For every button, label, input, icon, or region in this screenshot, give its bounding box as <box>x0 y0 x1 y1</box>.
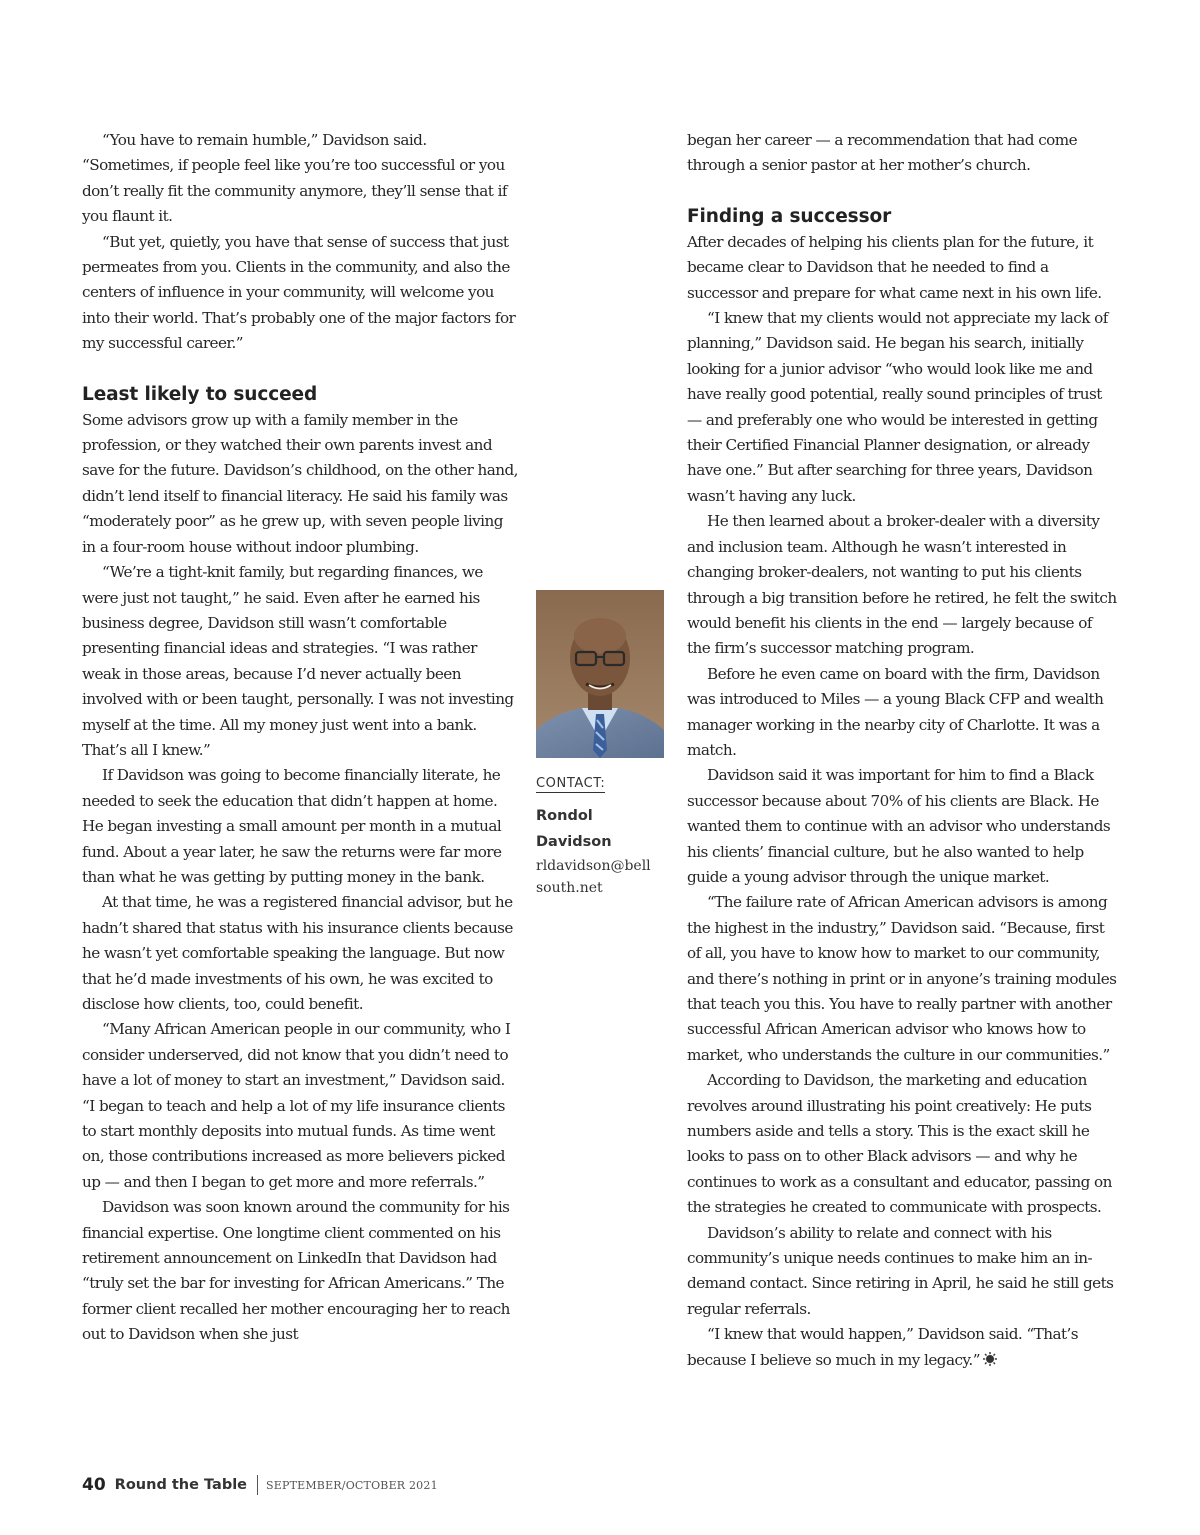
paragraph: At that time, he was a registered financial advisor, but he hadn’t shared that status with his insurance clients because he wasn’t yet comfortable speaking the language. But now that he’d made investments of his own, he was excited to disclose how clients, too, could benefit. <box>82 893 513 1013</box>
section-heading-least-likely: Least likely to succeed <box>82 383 318 405</box>
paragraph: “I knew that my clients would not appreciate my lack of planning,” Davidson said. He began his search, initially looking for a junior advisor “who would look like me and have really good potential, really sound principles of trust — and preferably one who would be interested in getting their Certified Financial Planner designation, or already have one.” But after searching for three years, Davidson wasn’t having any luck. <box>687 309 1108 505</box>
contact-name: Rondol Davidson <box>536 808 612 850</box>
article-right-column <box>687 128 1119 1373</box>
paragraph: began her career — a recommendation that had come through a senior pastor at her mother’s church. <box>687 131 1078 175</box>
paragraph: According to Davidson, the marketing and education revolves around illustrating his point creatively: He puts numbers aside and tells a story. This is the exact skill he looks to pass on to other Black advisors — and why he continues to work as a consultant and educator, passing on the strategies he created to communicate with prospects. <box>687 1071 1112 1217</box>
paragraph: “You have to remain humble,” Davidson said. “Sometimes, if people feel like you’re too successful or you don’t really fit the community anymore, they’ll sense that if you flaunt it. <box>82 131 507 226</box>
paragraph: “Many African American people in our community, who I consider underserved, did not know that you didn’t need to have a lot of money to start an investment,” Davidson said. “I began to teach and help a lot of my life insurance clients to start monthly deposits into mutual funds. As time went on, those contributions increased as more believers picked up — and then I began to get more and more referrals.” <box>82 1020 511 1191</box>
footer-divider <box>257 1475 258 1495</box>
issue-date: SEPTEMBER/OCTOBER 2021 <box>266 1478 438 1492</box>
paragraph: “We’re a tight-knit family, but regarding finances, we were just not taught,” he said. Even after he earned his business degree, Davidson still wasn’t comfortable presenting financial ideas and strategies. “I was rather weak in those areas, because I’d never actually been involved with or been taught, personally. I was not investing myself at the time. All my money just went into a bank. That’s all I knew.” <box>82 563 514 759</box>
paragraph: He then learned about a broker-dealer with a diversity and inclusion team. Although he wasn’t interested in changing broker-dealers, not wanting to put his clients through a big transition before he retired, he felt the switch would benefit his clients in the end — largely because of the firm’s successor matching program. <box>687 512 1117 658</box>
contact-email-link[interactable]: rldavidson@bellsouth.net <box>536 858 651 896</box>
page-footer <box>82 1474 438 1496</box>
contact-sidebar <box>536 590 664 899</box>
paragraph: Davidson was soon known around the community for his financial expertise. One longtime client commented on his retirement announcement on LinkedIn that Davidson had “truly set the bar for investing for African Americans.” The former client recalled her mother encouraging her to reach out to Davidson when she just <box>82 1198 510 1344</box>
page-number: 40 <box>82 1475 106 1495</box>
section-heading-finding-successor: Finding a successor <box>687 205 892 227</box>
paragraph: Some advisors grow up with a family member in the profession, or they watched their own parents invest and save for the future. Davidson’s childhood, on the other hand, didn’t lend itself to financial literacy. He said his family was “moderately poor” as he grew up, with seven people living in a four-room house without indoor plumbing. <box>82 410 518 556</box>
sun-end-mark-icon <box>983 1352 997 1366</box>
paragraph: If Davidson was going to become financially literate, he needed to seek the education that didn’t happen at home. He began investing a small amount per month in a mutual fund. About a year later, he saw the returns were far more than what he was getting by putting money in the bank. <box>82 766 502 886</box>
portrait-photo <box>536 590 664 758</box>
magazine-name: Round the Table <box>114 1477 247 1493</box>
paragraph: Davidson said it was important for him to find a Black successor because about 70% of his clients are Black. He wanted them to continue with an advisor who understands his clients’ financial culture, but he also wanted to help guide a young advisor through the unique market. <box>687 766 1111 886</box>
final-quote: “I knew that would happen,” Davidson said. “That’s because I believe so much in my legacy.” <box>687 1325 1079 1369</box>
paragraph: Davidson’s ability to relate and connect with his community’s unique needs continues to make him an in-demand contact. Since retiring in April, he said he still gets regular referrals. <box>687 1223 1114 1318</box>
paragraph: After decades of helping his clients plan for the future, it became clear to Davidson that he needed to find a successor and prepare for what came next in his own life. <box>687 232 1102 302</box>
article-left-column <box>82 128 518 1348</box>
contact-label: CONTACT: <box>536 776 606 791</box>
paragraph-final <box>687 1322 1119 1373</box>
paragraph: “But yet, quietly, you have that sense of success that just permeates from you. Clients in the community, and also the centers of influence in your community, will welcome you into their world. That’s probably one of the major factors for my successful career.” <box>82 232 516 353</box>
paragraph: “The failure rate of African American advisors is among the highest in the industry,” Davidson said. “Because, first of all, you have to know how to market to our community, and there’s nothing in print or in anyone’s training modules that teach you this. You have to really partner with another successful African American advisor who knows how to market, who understands the culture in our communities.” <box>687 893 1117 1064</box>
paragraph: Before he even came on board with the firm, Davidson was introduced to Miles — a young Black CFP and wealth manager working in the nearby city of Charlotte. It was a match. <box>687 664 1104 759</box>
